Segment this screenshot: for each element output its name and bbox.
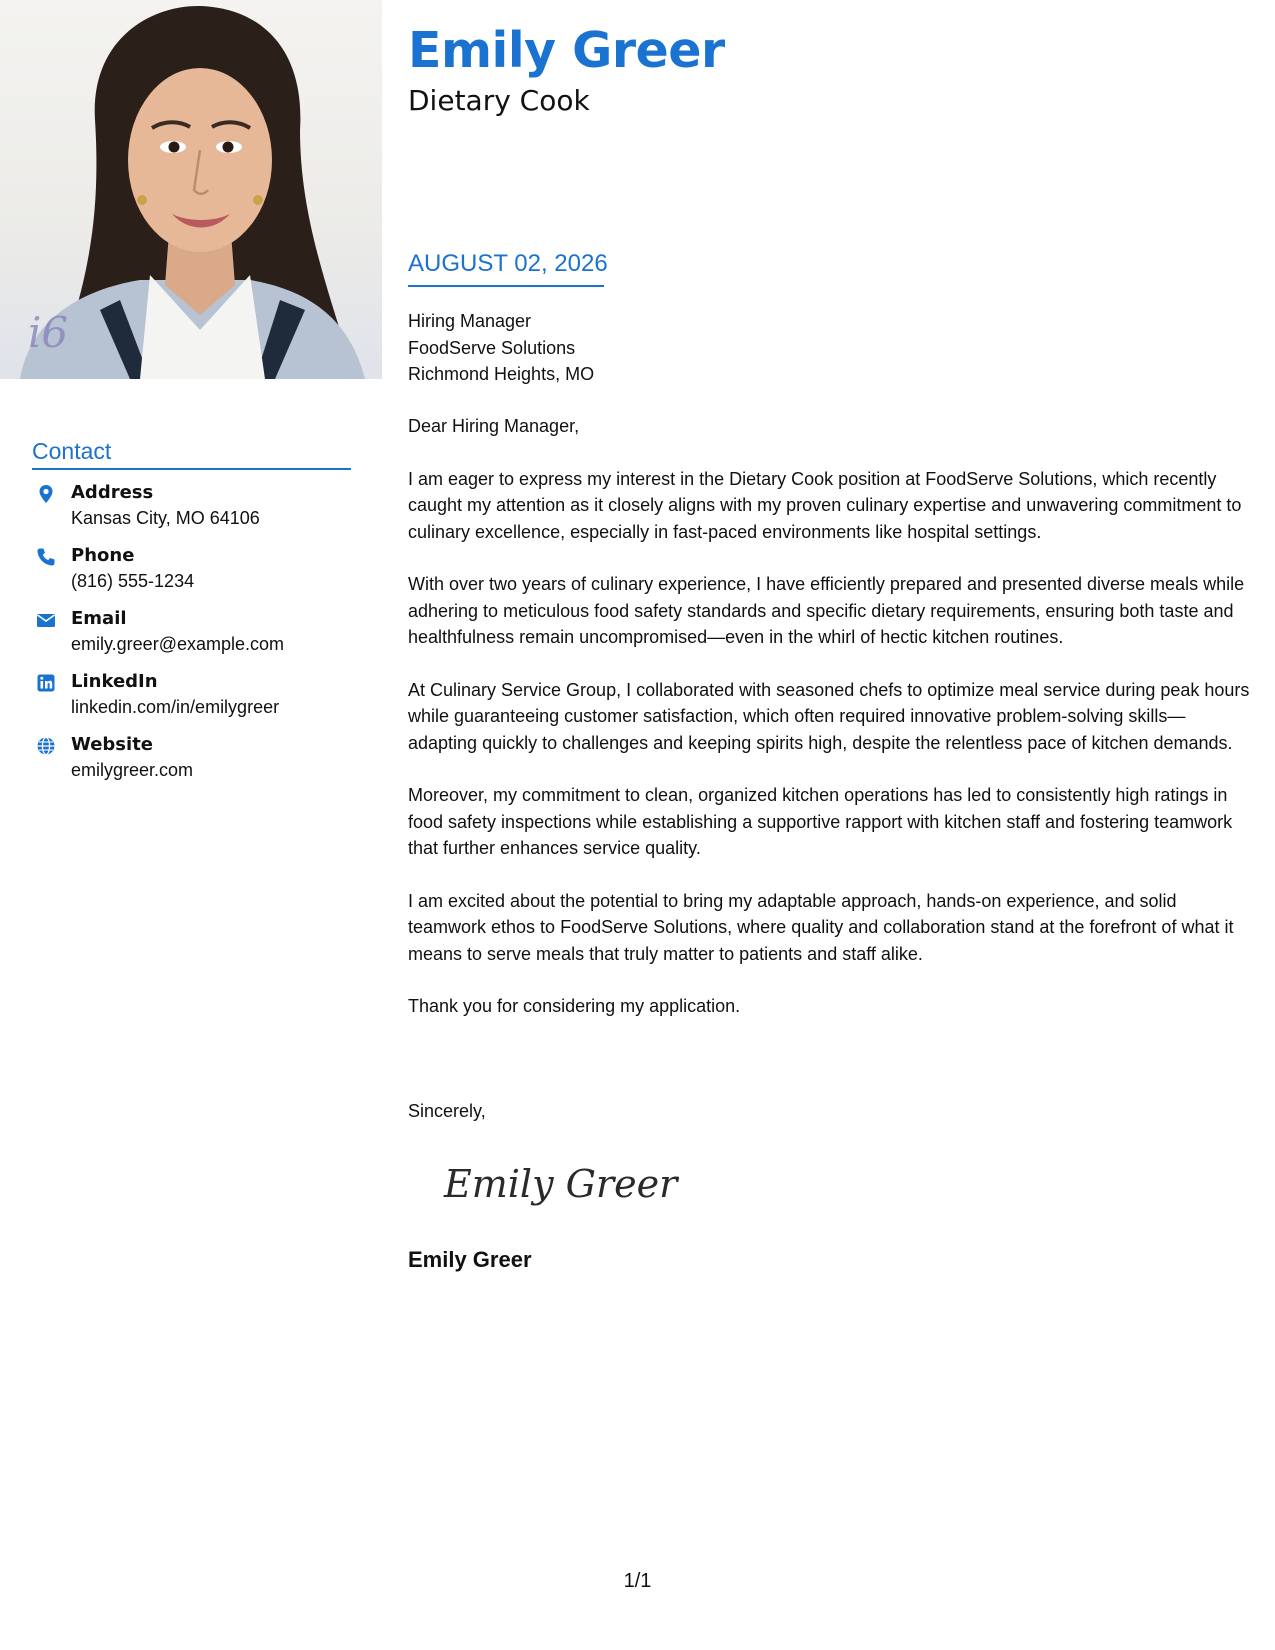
map-pin-icon [36,484,56,504]
job-title: Dietary Cook [408,84,590,117]
phone-icon [36,547,56,567]
contact-value: Kansas City, MO 64106 [71,508,260,528]
candidate-name: Emily Greer [408,22,725,79]
contact-heading: Contact [32,438,112,464]
thanks-line: Thank you for considering my application. [408,996,741,1016]
date-underline [408,285,604,287]
contact-label: Email [71,608,127,629]
contact-list [32,480,362,795]
contact-item-email [32,606,362,669]
page-number: 1/1 [623,1570,652,1592]
letter-body [408,413,1253,1046]
contact-label: LinkedIn [71,671,158,692]
paragraph-5: I am excited about the potential to bring my adaptable approach, hands-on experience, and solid teamwork ethos to FoodServe Solutions, where quality and collaboration stand at the forefront of what it means to serve meals that truly matter to patients and staff alike. [408,890,1234,964]
recipient-company: FoodServe Solutions [408,337,576,358]
contact-underline [32,468,351,470]
closing: Sincerely, [408,1101,486,1121]
profile-photo [0,0,382,379]
contact-value: linkedin.com/in/emilygreer [71,697,280,717]
contact-label: Website [71,734,154,755]
paragraph-3: At Culinary Service Group, I collaborated with seasoned chefs to optimize meal service during peak hours while guaranteeing customer satisfaction, which often required innovative problem-solving skills—adapting quickly to challenges and keeping spirits high, despite the relentless pace of kitchen demands. [408,679,1250,753]
contact-item-address [32,480,362,543]
contact-label: Address [71,482,154,503]
signature-image [440,1155,678,1215]
paragraph-1: I am eager to express my interest in the Dietary Cook position at FoodServe Solutions, which recently caught my attention as it closely aligns with my proven culinary expertise and unwavering commitment to culinary excellence, especially in fast-paced environments like hospital settings. [408,468,1242,542]
handwritten-signature [440,1155,678,1220]
paragraph-4: Moreover, my commitment to clean, organized kitchen operations has led to consistently high ratings in food safety inspections while establishing a supportive rapport with kitchen staff and fostering teamwork that further enhances service quality. [408,785,1233,858]
signer-name: Emily Greer [408,1247,532,1272]
globe-icon [36,736,56,756]
contact-value: emilygreer.com [71,760,194,780]
recipient-location: Richmond Heights, MO [408,364,595,384]
contact-value: (816) 555-1234 [71,571,195,591]
contact-item-website [32,732,362,795]
linkedin-icon [36,673,56,693]
contact-label: Phone [71,545,135,566]
recipient-block [408,308,594,388]
contact-item-linkedin [32,669,362,732]
contact-value: emily.greer@example.com [71,634,285,654]
paragraph-2: With over two years of culinary experience, I have efficiently prepared and presented diverse meals while adhering to meticulous food safety standards and specific dietary requirements, ensuring both taste and healthfulness remain uncompromised—even in the whirl of hectic kitchen routines. [408,574,1245,647]
envelope-icon [36,610,56,630]
salutation: Dear Hiring Manager, [408,416,580,436]
photo-watermark: i6 [28,308,69,357]
signature-text: Emily Greer [444,1162,678,1206]
letter-date: AUGUST 02, 2026 [408,250,608,277]
contact-item-phone [32,543,362,606]
recipient-title: Hiring Manager [408,311,532,331]
